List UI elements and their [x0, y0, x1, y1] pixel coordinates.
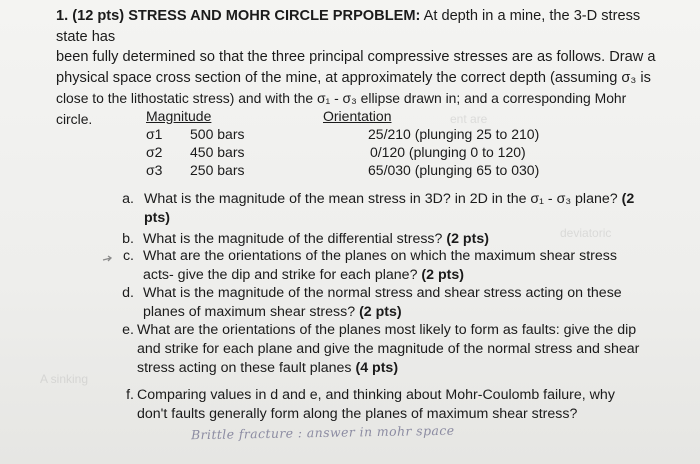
- sigma3-magnitude: 250 bars: [190, 162, 245, 178]
- question-d-text-1: What is the magnitude of the normal stress and shear stress acting on these: [143, 285, 622, 301]
- intro-line-1-rest: At depth in a mine, the 3-D stress state has: [56, 8, 641, 45]
- intro-line-1: [56, 6, 656, 47]
- magnitude-header: Magnitude: [146, 108, 212, 124]
- bleed-through-text: deviatoric: [560, 226, 612, 240]
- problem-number: 1.: [56, 8, 69, 24]
- question-letter: c.: [122, 248, 134, 264]
- question-letter: d.: [122, 285, 134, 301]
- question-e-points: (4 pts): [355, 360, 399, 376]
- intro-line-4: close to the lithostatic stress) and with the σ₁ - σ₃ ellipse drawn in; and a corresponding Mohr circle.: [56, 90, 627, 127]
- pencil-arrow-icon: [102, 254, 114, 264]
- question-d-text-2: planes of maximum shear stress?: [143, 304, 356, 320]
- question-f-text-1: Comparing values in d and e, and thinking about Mohr-Coulomb failure, why: [137, 387, 615, 403]
- sigma2-symbol: σ2: [146, 144, 163, 160]
- question-a-points-cont: pts): [144, 210, 171, 226]
- question-e-text-1: What are the orientations of the planes most likely to form as faults: give the dip: [137, 322, 637, 338]
- question-a-text: What is the magnitude of the mean stress in 3D? in 2D in the σ₁ - σ₃ plane?: [144, 191, 618, 207]
- question-e-text-2: and strike for each plane and give the magnitude of the normal stress and shear: [137, 341, 640, 357]
- question-d-points: (2 pts): [359, 304, 402, 320]
- sigma3-orientation: 65/030 (plunging 65 to 030): [368, 162, 540, 178]
- question-letter: a.: [122, 191, 134, 207]
- problem-points: (12 pts): [72, 8, 125, 24]
- question-b-text: What is the magnitude of the differential stress?: [143, 231, 443, 247]
- handwritten-note: Brittle fracture : answer in mohr space: [190, 422, 455, 443]
- sigma1-symbol: σ1: [146, 126, 163, 142]
- question-e-text-3: stress acting on these fault planes: [137, 360, 352, 376]
- problem-title: STRESS AND MOHR CIRCLE PRPOBLEM:: [128, 8, 421, 24]
- question-c-points: (2 pts): [421, 267, 464, 283]
- intro-line-3: physical space cross section of the mine, at approximately the correct depth (assuming σ₃ is: [56, 69, 651, 86]
- sigma1-orientation: 25/210 (plunging 25 to 210): [368, 126, 540, 142]
- question-letter: b.: [122, 231, 134, 247]
- question-f-text-2: don't faults generally form along the planes of maximum shear stress?: [137, 406, 578, 422]
- question-a-points: (2: [621, 191, 635, 207]
- sigma1-magnitude: 500 bars: [190, 126, 245, 142]
- sigma3-symbol: σ3: [146, 162, 163, 178]
- bleed-through-text: ent are: [450, 112, 488, 126]
- question-c-text-2: acts- give the dip and strike for each plane?: [143, 267, 418, 283]
- intro-line-2: been fully determined so that the three principal compressive stresses are as follows. Draw a: [56, 49, 656, 65]
- orientation-header: Orientation: [323, 108, 392, 124]
- sigma2-orientation: 0/120 (plunging 0 to 120): [370, 144, 526, 160]
- question-c-text-1: What are the orientations of the planes on which the maximum shear stress: [143, 248, 617, 264]
- sigma2-magnitude: 450 bars: [190, 144, 245, 160]
- question-letter: e.: [122, 322, 134, 338]
- question-b-points: (2 pts): [446, 231, 489, 247]
- bleed-through-text: A sinking: [40, 372, 89, 386]
- question-letter: f.: [126, 387, 134, 403]
